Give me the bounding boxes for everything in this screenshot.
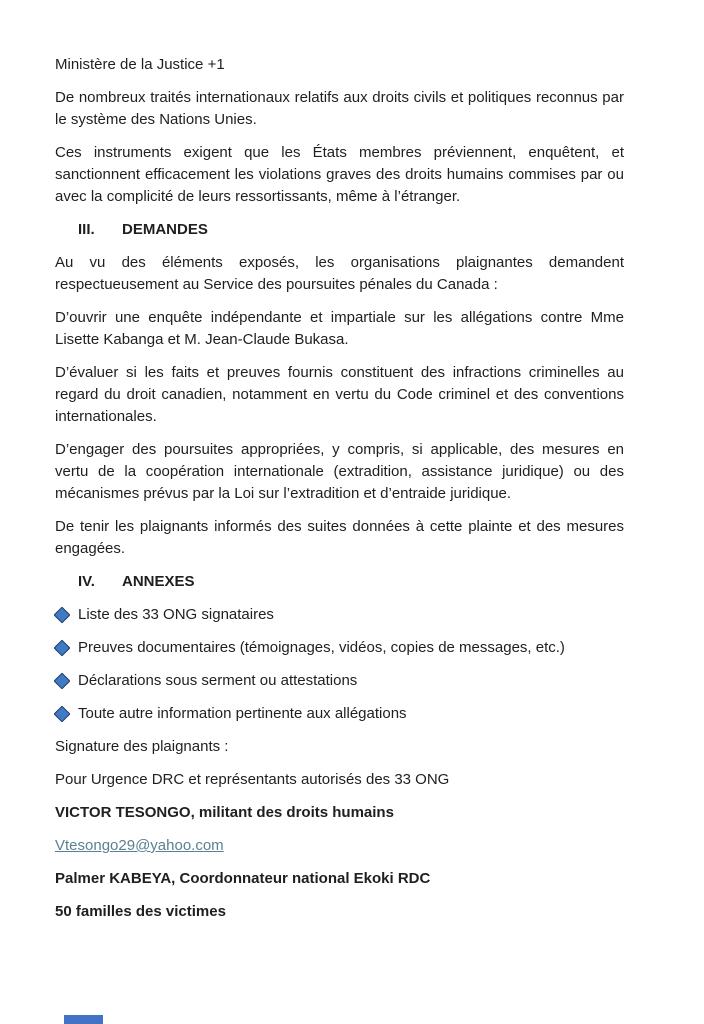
diamond-bullet-icon <box>54 607 71 624</box>
list-item <box>55 670 624 692</box>
signature-label: Signature des plaignants : <box>55 738 229 755</box>
paragraph-treaties: De nombreux traités internationaux relatifs aux droits civils et politiques reconnus par le système des Nations Unies. <box>55 89 624 128</box>
section-heading-demandes <box>55 219 624 241</box>
list-item-text: Preuves documentaires (témoignages, vidéos, copies de messages, etc.) <box>78 639 565 656</box>
signatory-name-3: 50 familles des victimes <box>55 903 226 920</box>
section-title-annexes: ANNEXES <box>122 573 195 590</box>
list-item-text: Liste des 33 ONG signataires <box>78 606 274 623</box>
diamond-bullet-icon <box>54 640 71 657</box>
signature-on-behalf: Pour Urgence DRC et représentants autorisés des 33 ONG <box>55 771 450 788</box>
list-item <box>55 604 624 626</box>
list-item <box>55 703 624 725</box>
email-link[interactable]: Vtesongo29@yahoo.com <box>55 837 224 854</box>
paragraph-demande-informer: De tenir les plaignants informés des suites données à cette plainte et des mesures engagées. <box>55 518 624 557</box>
section-number-iv: IV. <box>78 573 95 590</box>
list-item-text: Toute autre information pertinente aux allégations <box>78 705 407 722</box>
paragraph-instruments: Ces instruments exigent que les États membres préviennent, enquêtent, et sanctionnent efficacement les violations graves des droits humains commises par ou avec la complicité de leurs ressortissants, même à l’étranger. <box>55 144 624 205</box>
diamond-bullet-icon <box>54 706 71 723</box>
paragraph-demande-enquete: D’ouvrir une enquête indépendante et impartiale sur les allégations contre Mme Lisette Kabanga et M. Jean-Claude Bukasa. <box>55 309 624 348</box>
diamond-bullet-icon <box>54 673 71 690</box>
paragraph-demande-intro: Au vu des éléments exposés, les organisations plaignantes demandent respectueusement au Service des poursuites pénales du Canada : <box>55 254 624 293</box>
section-number-iii: III. <box>78 221 95 238</box>
list-item <box>55 637 624 659</box>
signatory-name-1: VICTOR TESONGO, militant des droits humains <box>55 804 394 821</box>
intro-line: Ministère de la Justice +1 <box>55 56 225 73</box>
section-title-demandes: DEMANDES <box>122 221 208 238</box>
paragraph-demande-poursuites: D’engager des poursuites appropriées, y compris, si applicable, des mesures en vertu de la coopération internationale (extradition, assistance juridique) ou des mécanismes prévus par la Loi sur l’extradition et d’entraide juridique. <box>55 441 624 502</box>
signatory-name-2: Palmer KABEYA, Coordonnateur national Ekoki RDC <box>55 870 431 887</box>
paragraph-demande-evaluer: D’évaluer si les faits et preuves fournis constituent des infractions criminelles au regard du droit canadien, notamment en vertu du Code criminel et des conventions internationales. <box>55 364 624 425</box>
clipped-blue-element <box>64 1015 103 1024</box>
list-item-text: Déclarations sous serment ou attestations <box>78 672 358 689</box>
section-heading-annexes <box>55 571 624 593</box>
